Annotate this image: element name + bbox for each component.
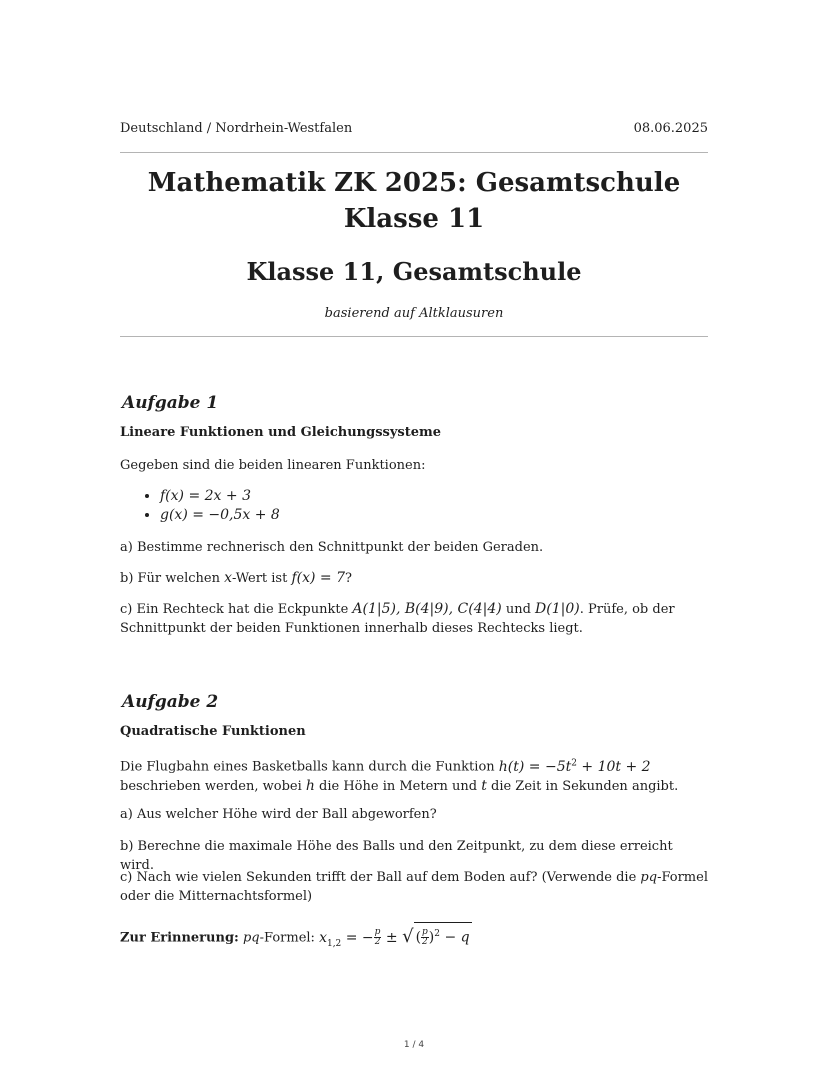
document-subtitle: Klasse 11, Gesamtschule [246, 257, 582, 286]
task2-part-b: b) Berechne die maximale Höhe des Balls und den Zeitpunkt, zu dem diese erreicht wird. [120, 839, 673, 873]
date-label: 08.06.2025 [633, 121, 708, 136]
task2-intro: Die Flugbahn eines Basketballs kann durch die Funktion $h(t) = -5t^2 + 10t + 2$ beschrieben werden, wobei h die Höhe in Metern und t die Zeit in Sekunden angibt. [120, 758, 679, 794]
page-header [120, 121, 708, 136]
basis-note: basierend auf Altklausuren [324, 306, 504, 321]
task1-intro: Gegeben sind die beiden linearen Funktionen: [120, 458, 426, 473]
task2-heading: Aufgabe 2 [122, 692, 219, 712]
page-number: 1 / 4 [403, 1040, 425, 1050]
pq-reminder: Zur Erinnerung: pq-Formel: $x_{1,2}$ = − $\frac{p}{2}$ ± √ ( $\frac{p}{2}$ )$^2$ − q [120, 922, 708, 953]
function-f: • f(x) = 2x + 3 [160, 487, 280, 506]
function-g: • g(x) = −0,5x + 8 [160, 506, 280, 525]
task2-topic: Quadratische Funktionen [120, 724, 306, 739]
task2-part-a: a) Aus welcher Höhe wird der Ball abgeworfen? [120, 807, 437, 822]
task2-part-c: c) Nach wie vielen Sekunden trifft der Ball auf dem Boden auf? (Verwende die pq-Formel oder die Mitternachtsformel) [120, 870, 708, 904]
title-divider [120, 336, 708, 337]
function-list [120, 487, 280, 525]
pq-formula: $x_{1,2}$ = − $\frac{p}{2}$ ± √ ( $\frac{p}{2}$ )$^2$ − q [319, 930, 472, 946]
document-title: Mathematik ZK 2025: Gesamtschule Klasse 11 [147, 168, 681, 234]
document-page [120, 0, 708, 1071]
region-label: Deutschland / Nordrhein-Westfalen [120, 121, 353, 136]
task1-part-c: c) Ein Rechteck hat die Eckpunkte A(1|5), B(4|9), C(4|4) und D(1|0). Prüfe, ob der Schnittpunkt der beiden Funktionen innerhalb dieses Rechtecks liegt. [120, 601, 675, 636]
header-divider [120, 152, 708, 153]
task1-heading: Aufgabe 1 [122, 393, 219, 413]
task1-part-b: b) Für welchen x-Wert ist f(x) = 7? [120, 570, 352, 586]
task1-topic: Lineare Funktionen und Gleichungssysteme [120, 425, 442, 440]
task1-part-a: a) Bestimme rechnerisch den Schnittpunkt der beiden Geraden. [120, 540, 544, 555]
